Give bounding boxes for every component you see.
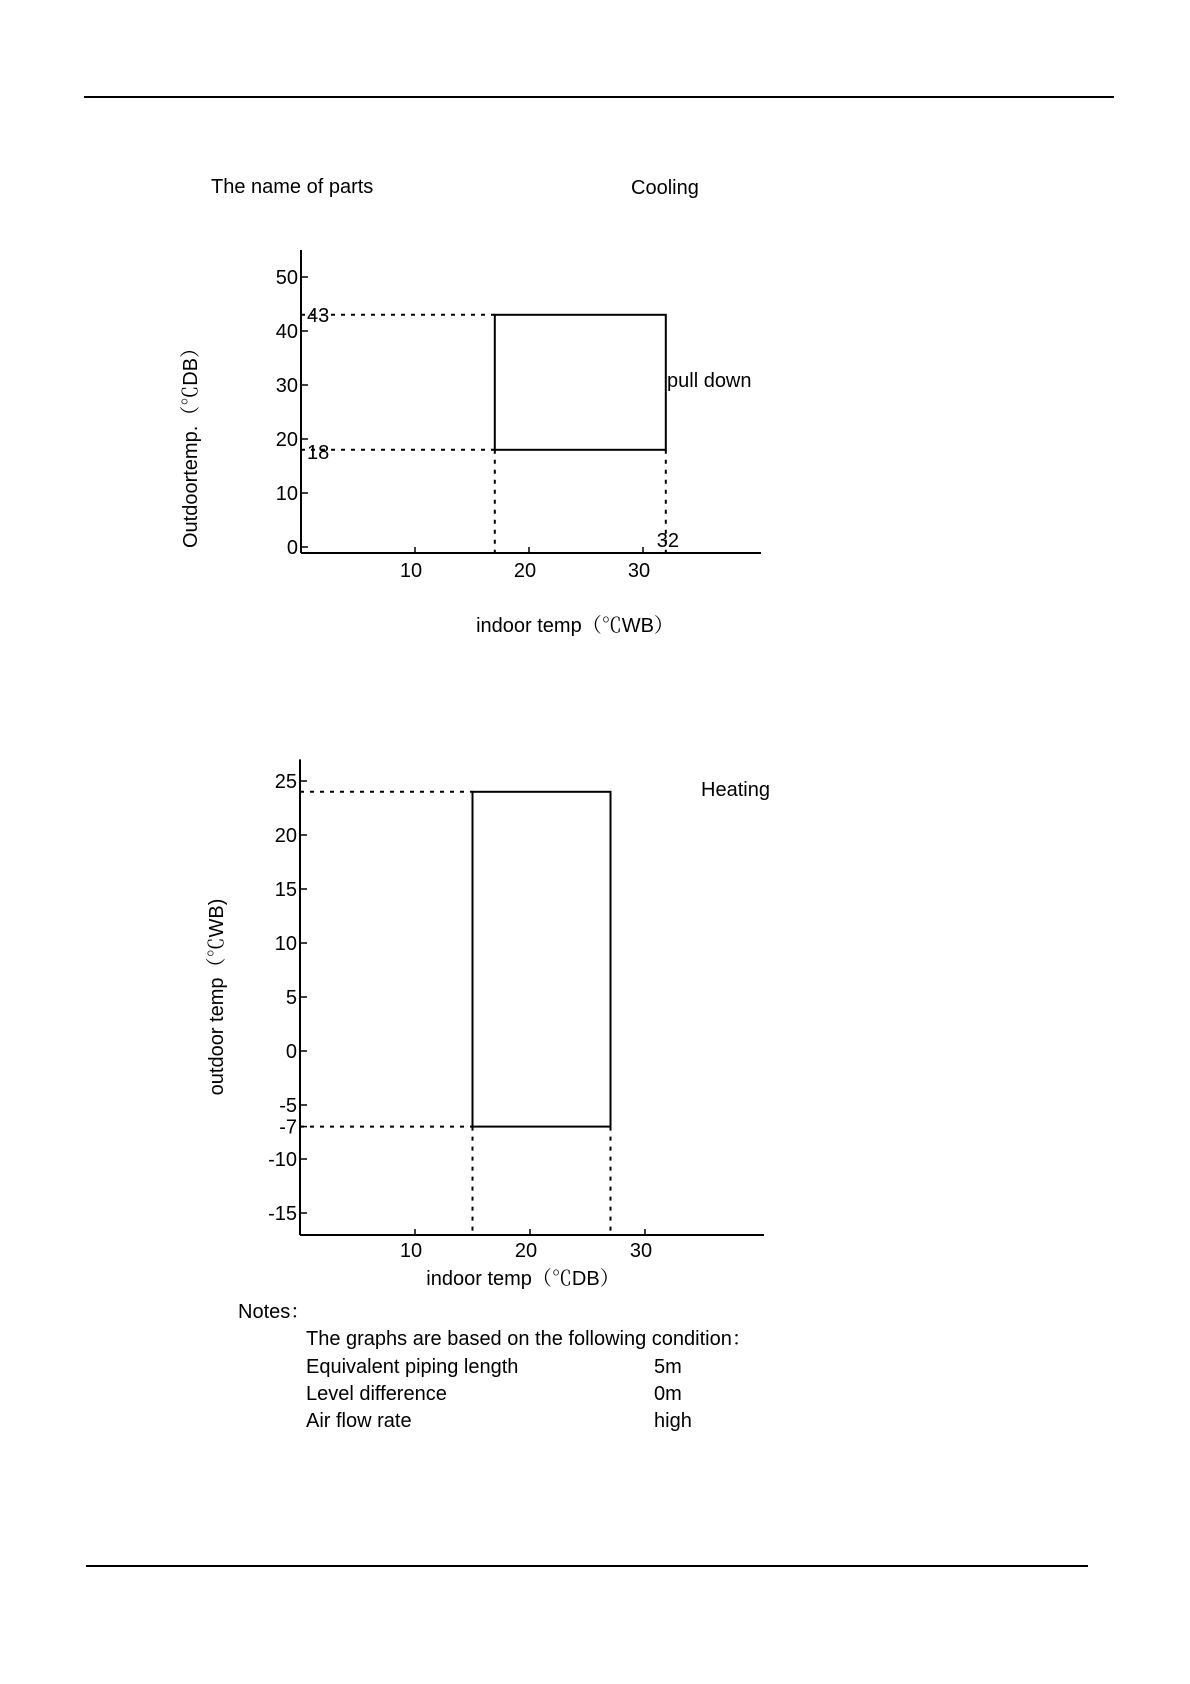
cooling-x-tick-label: 20 (513, 560, 537, 582)
cooling-annotation-upper: 43 (307, 304, 330, 327)
note-label: Level difference (306, 1383, 447, 1405)
heating-y-tick-label: 0 (285, 1041, 297, 1063)
heating-mode-label: Heating (701, 779, 770, 801)
notes-title: Notes： (238, 1301, 311, 1323)
cooling-region-label: pull down (667, 370, 752, 392)
heating-y-tick-label: 5 (285, 987, 297, 1009)
cooling-annotation-right: 32 (656, 530, 680, 552)
heating-y-tick-label: -10 (268, 1149, 297, 1171)
heating-y-axis-title: outdoor temp（℃WB) (206, 898, 228, 1096)
cooling-x-axis-title: indoor temp（℃WB） (476, 615, 674, 637)
cooling-mode-label: Cooling (631, 177, 699, 199)
cooling-annotation-lower: 18 (307, 441, 330, 464)
note-label: Equivalent piping length (306, 1356, 519, 1378)
note-label: Air flow rate (306, 1410, 412, 1432)
cooling-y-axis-title: Outdoortemp.（℃DB） (180, 337, 202, 549)
heating-y-tick-label: 20 (274, 825, 297, 847)
cooling-y-tick-label: 50 (275, 267, 298, 289)
cooling-operating-region (495, 315, 666, 450)
heating-y-tick-label: 25 (274, 771, 297, 793)
cooling-y-tick-label: 20 (275, 429, 298, 451)
heating-y-tick-label: -5 (279, 1095, 297, 1117)
heating-x-axis-title: indoor temp（℃DB） (426, 1268, 620, 1290)
heating-x-tick-label: 20 (514, 1240, 538, 1262)
cooling-x-tick-label: 30 (627, 560, 651, 582)
parts-name-heading: The name of parts (211, 176, 374, 198)
notes-intro: The graphs are based on the following condition： (306, 1328, 752, 1350)
cooling-y-tick-label: 40 (275, 321, 298, 343)
heating-y-tick-label: 10 (274, 933, 297, 955)
cooling-y-tick-label: 0 (286, 537, 298, 559)
heating-x-tick-label: 30 (629, 1240, 653, 1262)
heating-x-tick-label: 10 (399, 1240, 423, 1262)
heating-y-tick-label: -7 (279, 1116, 297, 1139)
cooling-y-tick-label: 10 (275, 483, 298, 505)
heating-y-tick-label: 15 (274, 879, 297, 901)
cooling-y-tick-label: 30 (275, 375, 298, 397)
note-value: 0m (654, 1383, 682, 1405)
note-value: 5m (654, 1356, 682, 1378)
heating-y-tick-label: -15 (268, 1203, 297, 1225)
heating-operating-region (473, 792, 611, 1127)
note-value: high (654, 1410, 692, 1432)
cooling-x-tick-label: 10 (399, 560, 423, 582)
